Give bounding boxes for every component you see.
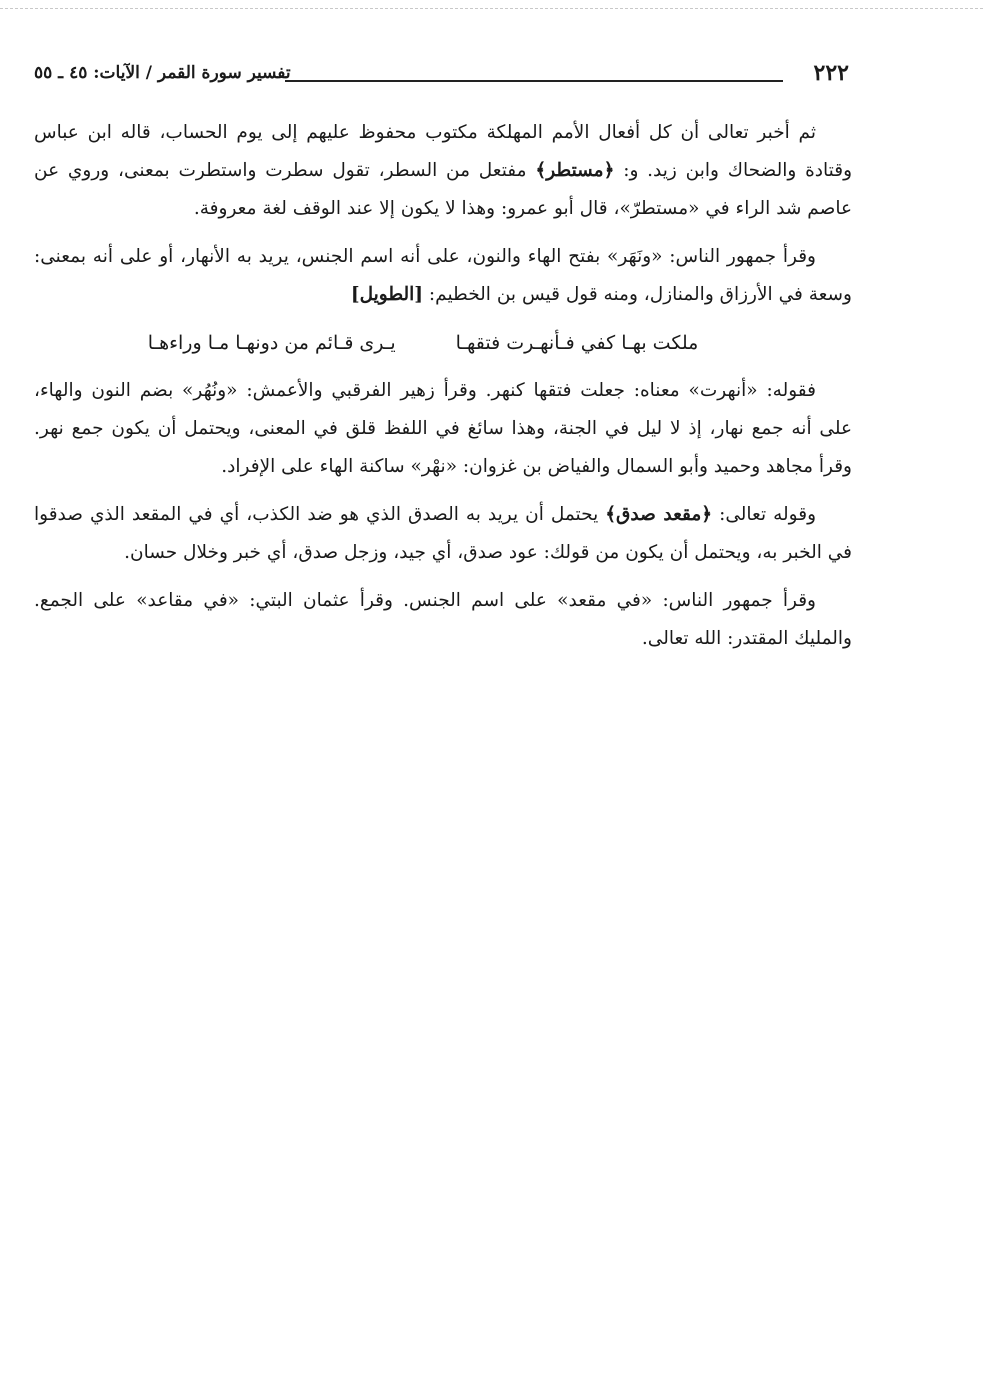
quran-word: ﴿مستطر﴾ bbox=[535, 160, 615, 181]
paragraph-3 bbox=[34, 372, 852, 486]
header-rule bbox=[285, 80, 783, 82]
paragraph-1 bbox=[34, 114, 852, 228]
page-number: ٢٢٢ bbox=[813, 60, 849, 86]
quran-word: ﴿مقعد صدق﴾ bbox=[605, 504, 713, 525]
scan-edge-line bbox=[0, 8, 983, 9]
body-text bbox=[34, 114, 852, 668]
paragraph-4 bbox=[34, 496, 852, 572]
verse-first-hemistich: ملكت بهـا كفي فـأنهـرت فتقهـا bbox=[455, 332, 699, 354]
text-run: فقوله: «أنهرت» معناه: جعلت فتقها كنهر. وقرأ زهير الفرقبي والأعمش: «ونُهُر» بضم النون والهاء، على أنه جمع نهار، إذ لا ليل في الجنة، وهذا سائغ في اللفظ قلق في المعنى، ويحتمل أن يكون جمع نهر. وقرأ مجاهد وحميد وأبو السمال والفياض بن غزوان: «نهْر» ساكنة الهاء على الإفراد. bbox=[34, 380, 852, 477]
text-run: وقرأ جمهور الناس: «في مقعد» على اسم الجنس. وقرأ عثمان البتي: «في مقاعد» على الجمع. والمليك المقتدر: الله تعالى. bbox=[34, 590, 852, 649]
text-run: يحتمل أن يريد به الصدق الذي هو ضد الكذب، أي في المقعد الذي صدقوا في الخبر به، ويحتمل أن يكون من قولك: عود صدق، أي جيد، وزجل صدق، أي خبر وخلال حسان. bbox=[34, 504, 852, 563]
running-header-title: تفسير سورة القمر / الآيات: ٤٥ ـ ٥٥ bbox=[34, 63, 291, 83]
text-run: مفتعل من السطر، تقول سطرت واستطرت بمعنى، وروي عن عاصم شد الراء في «مستطرّ»، قال أبو عمرو: وهذا لا يكون إلا عند الوقف لغة معروفة. bbox=[34, 160, 852, 219]
paragraph-5 bbox=[34, 582, 852, 658]
text-run: وقرأ جمهور الناس: «ونَهَر» بفتح الهاء والنون، على أنه اسم الجنس، يريد به الأنهار، أو على أنه بمعنى: وسعة في الأرزاق والمنازل، ومنه قول قيس بن الخطيم: bbox=[34, 246, 852, 305]
poetry-verse bbox=[34, 324, 852, 362]
text-run: وقوله تعالى: bbox=[712, 504, 817, 525]
meter-label: [الطويل] bbox=[350, 284, 424, 305]
paragraph-2 bbox=[34, 238, 852, 314]
text-run: ثم أخبر تعالى أن كل أفعال الأمم المهلكة مكتوب محفوظ عليهم إلى يوم الحساب، قاله ابن عباس وقتادة والضحاك وابن زيد. و: bbox=[34, 122, 853, 181]
verse-second-hemistich: يـرى قـائم من دونهـا مـا وراءهـا bbox=[147, 332, 396, 354]
